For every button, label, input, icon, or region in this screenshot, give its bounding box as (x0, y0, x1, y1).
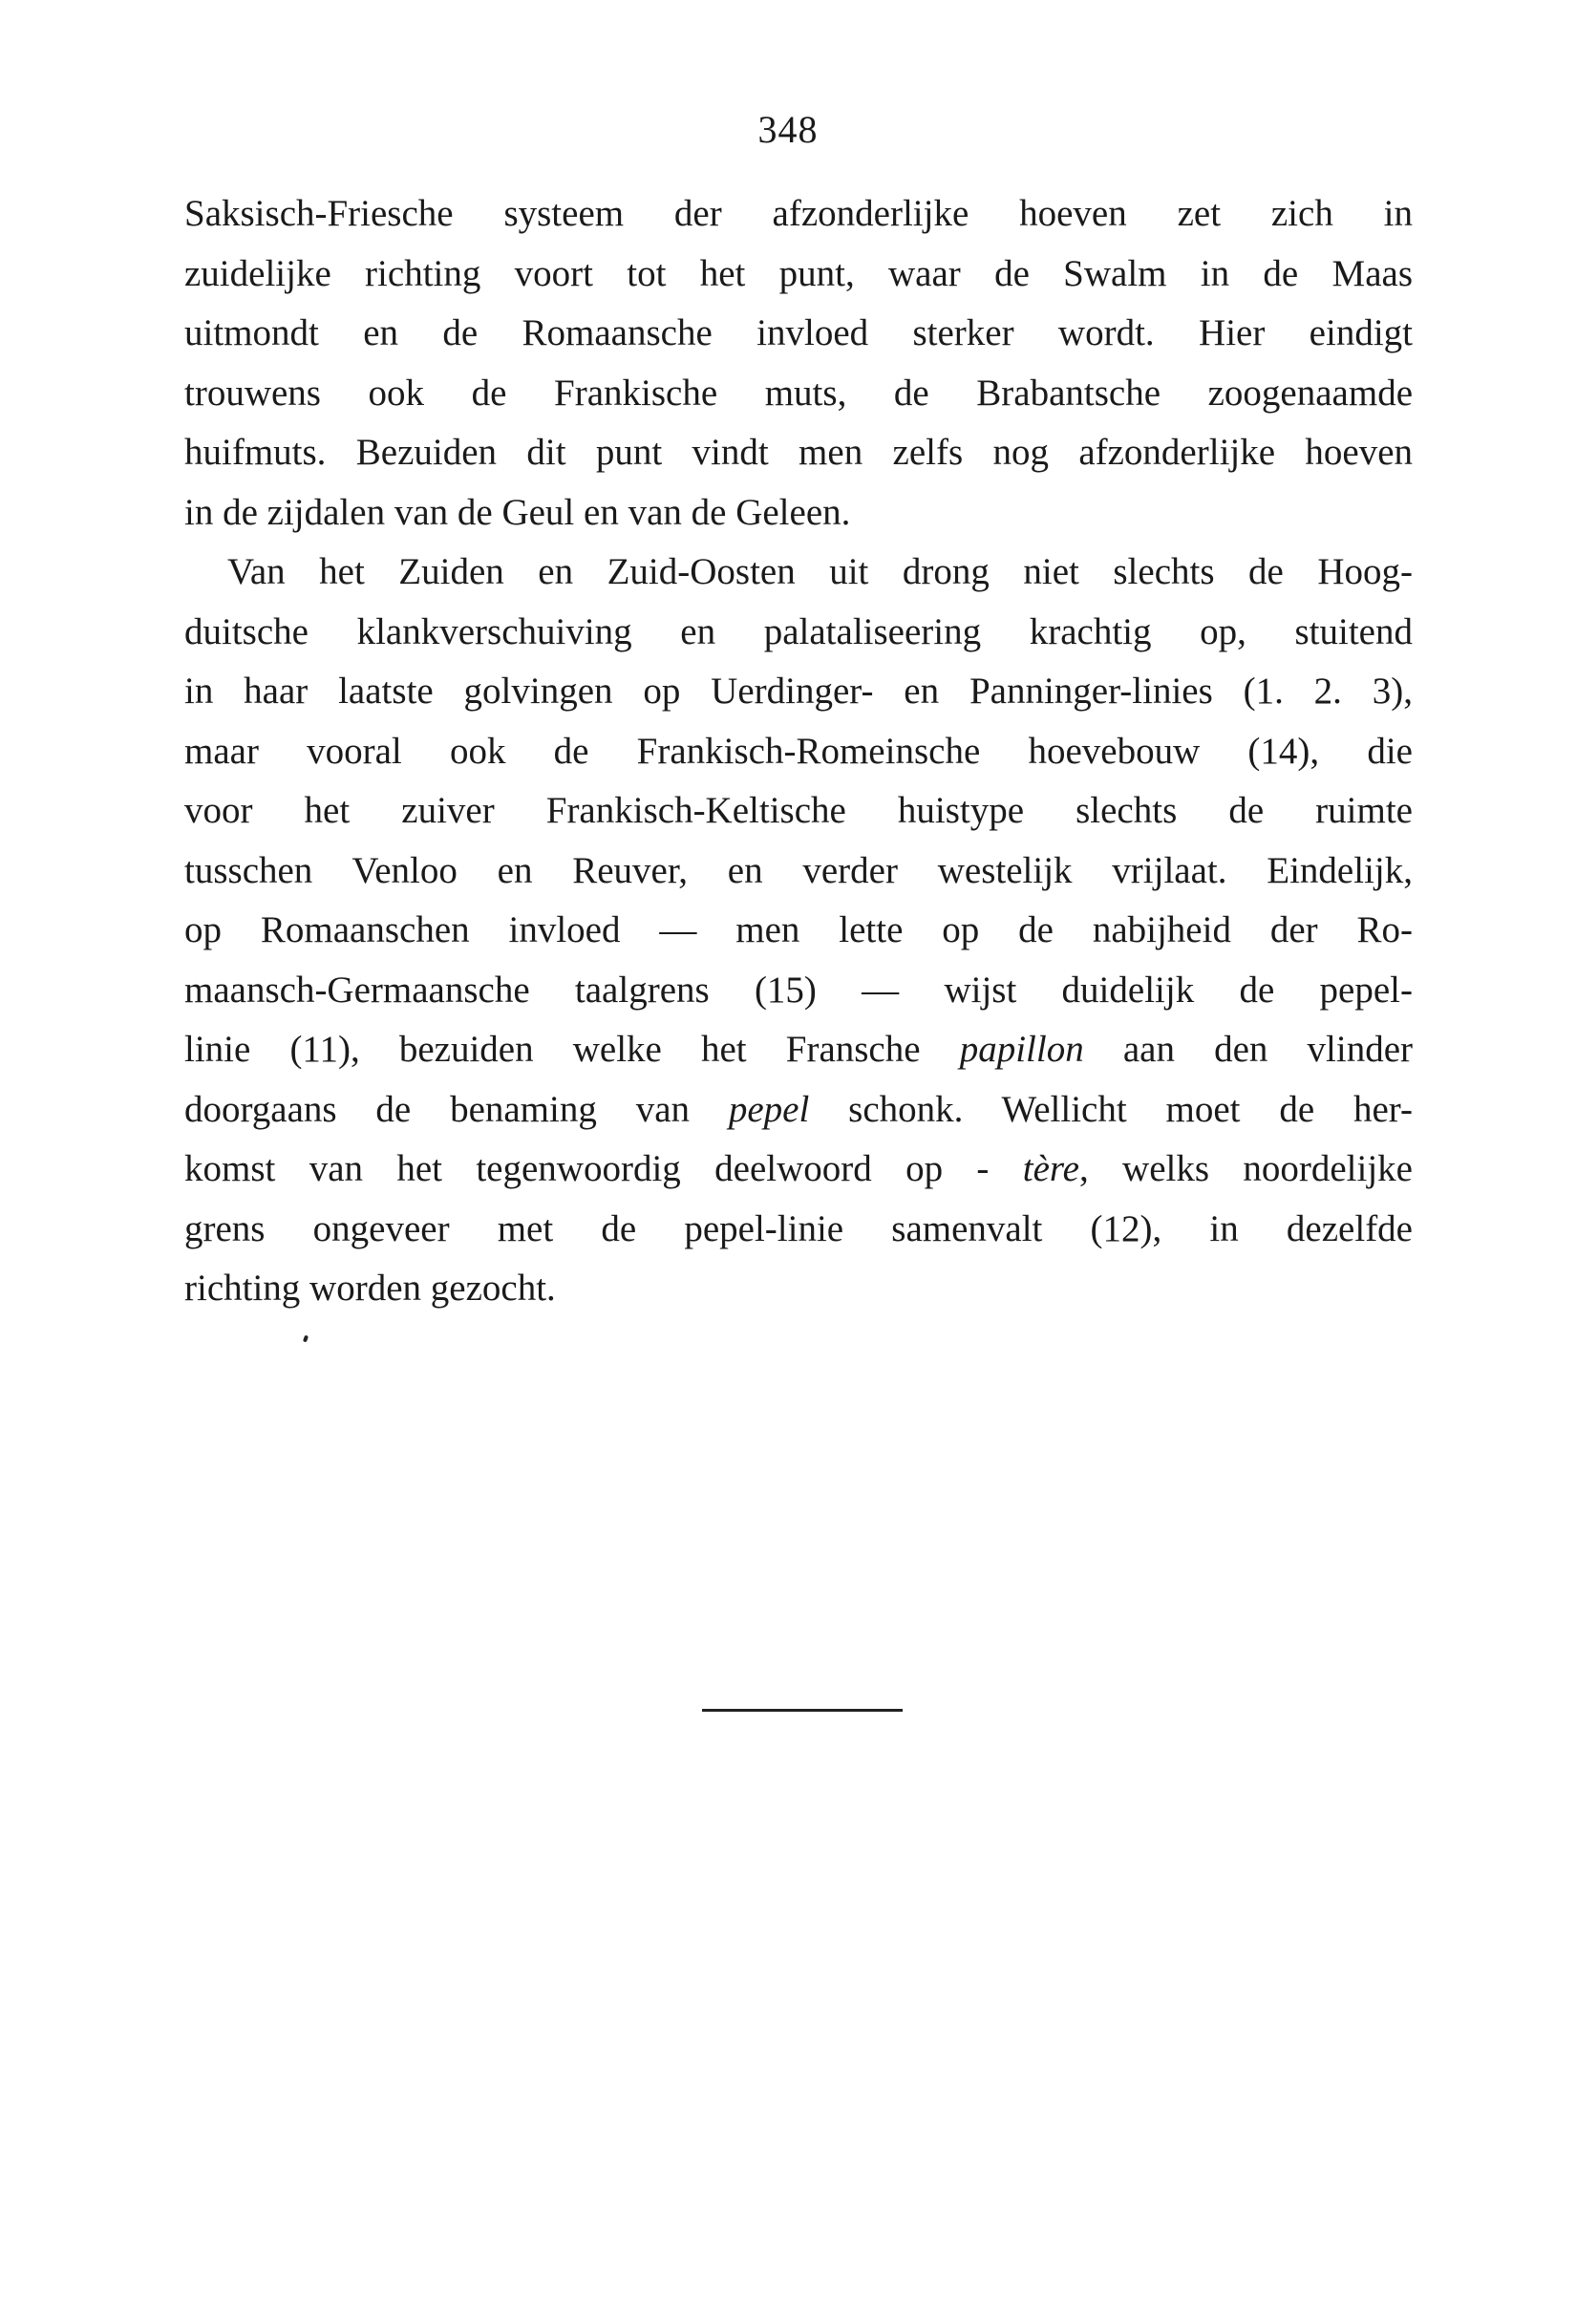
page-number: 348 (757, 108, 819, 151)
text-segment: , welks noordelijke (1078, 1148, 1413, 1189)
text-segment: aan den vlinder (1083, 1029, 1413, 1070)
body-text (184, 184, 1413, 1319)
text-line: Saksisch-Friesche systeem der afzonderlijke hoeven zet zich in (184, 193, 1413, 234)
text-line (184, 1020, 1413, 1080)
text-segment: linie (11), bezuiden welke het Fransche (184, 1029, 960, 1070)
text-line: in haar laatste golvingen op Uerdinger- en Panninger-linies (1. 2. 3), (184, 671, 1413, 712)
text-line: zuidelijke richting voort tot het punt, waar de Swalm in de Maas (184, 252, 1413, 294)
text-line: huifmuts. Bezuiden dit punt vindt men zelfs nog afzonderlijke hoeven (184, 432, 1413, 473)
text-line: tusschen Venloo en Reuver, en verder westelijk vrijlaat. Eindelijk, (184, 849, 1413, 891)
text-line: maar vooral ook de Frankisch-Romeinsche hoevebouw (14), die (184, 730, 1413, 772)
text-line: in de zijdalen van de Geul en van de Geleen. (184, 491, 851, 533)
text-segment: schonk. Wellicht moet de her- (809, 1088, 1413, 1130)
text-line (184, 1140, 1413, 1200)
text-line (184, 1080, 1413, 1141)
italic-word: papillon (959, 1029, 1084, 1070)
text-line: op Romaanschen invloed — men lette op de nabijheid der Ro- (184, 909, 1413, 950)
text-line: richting worden gezocht. (184, 1268, 556, 1309)
text-line: maansch-Germaansche taalgrens (15) — wijst duidelijk de pepel- (184, 969, 1413, 1011)
text-line: trouwens ook de Frankische muts, de Brabantsche zoogenaamde (184, 372, 1413, 414)
text-line: grens ongeveer met de pepel-linie samenvalt (12), in dezelfde (184, 1207, 1413, 1249)
text-segment: komst van het tegenwoordig deelwoord op - (184, 1148, 1023, 1189)
italic-word: pepel (728, 1088, 810, 1130)
text-line: voor het zuiver Frankisch-Keltische huistype slechts de ruimte (184, 790, 1413, 831)
ink-speck (303, 1335, 309, 1343)
section-end-rule (702, 1709, 903, 1712)
paragraph-start-line: Van het Zuiden en Zuid-Oosten uit drong niet slechts de Hoog- (227, 551, 1413, 592)
text-segment: doorgaans de benaming van (184, 1088, 729, 1130)
text-line: duitsche klankverschuiving en palataliseering krachtig op, stuitend (184, 610, 1413, 652)
text-line: uitmondt en de Romaansche invloed sterker wordt. Hier eindigt (184, 312, 1413, 353)
italic-word: tère (1022, 1148, 1079, 1189)
